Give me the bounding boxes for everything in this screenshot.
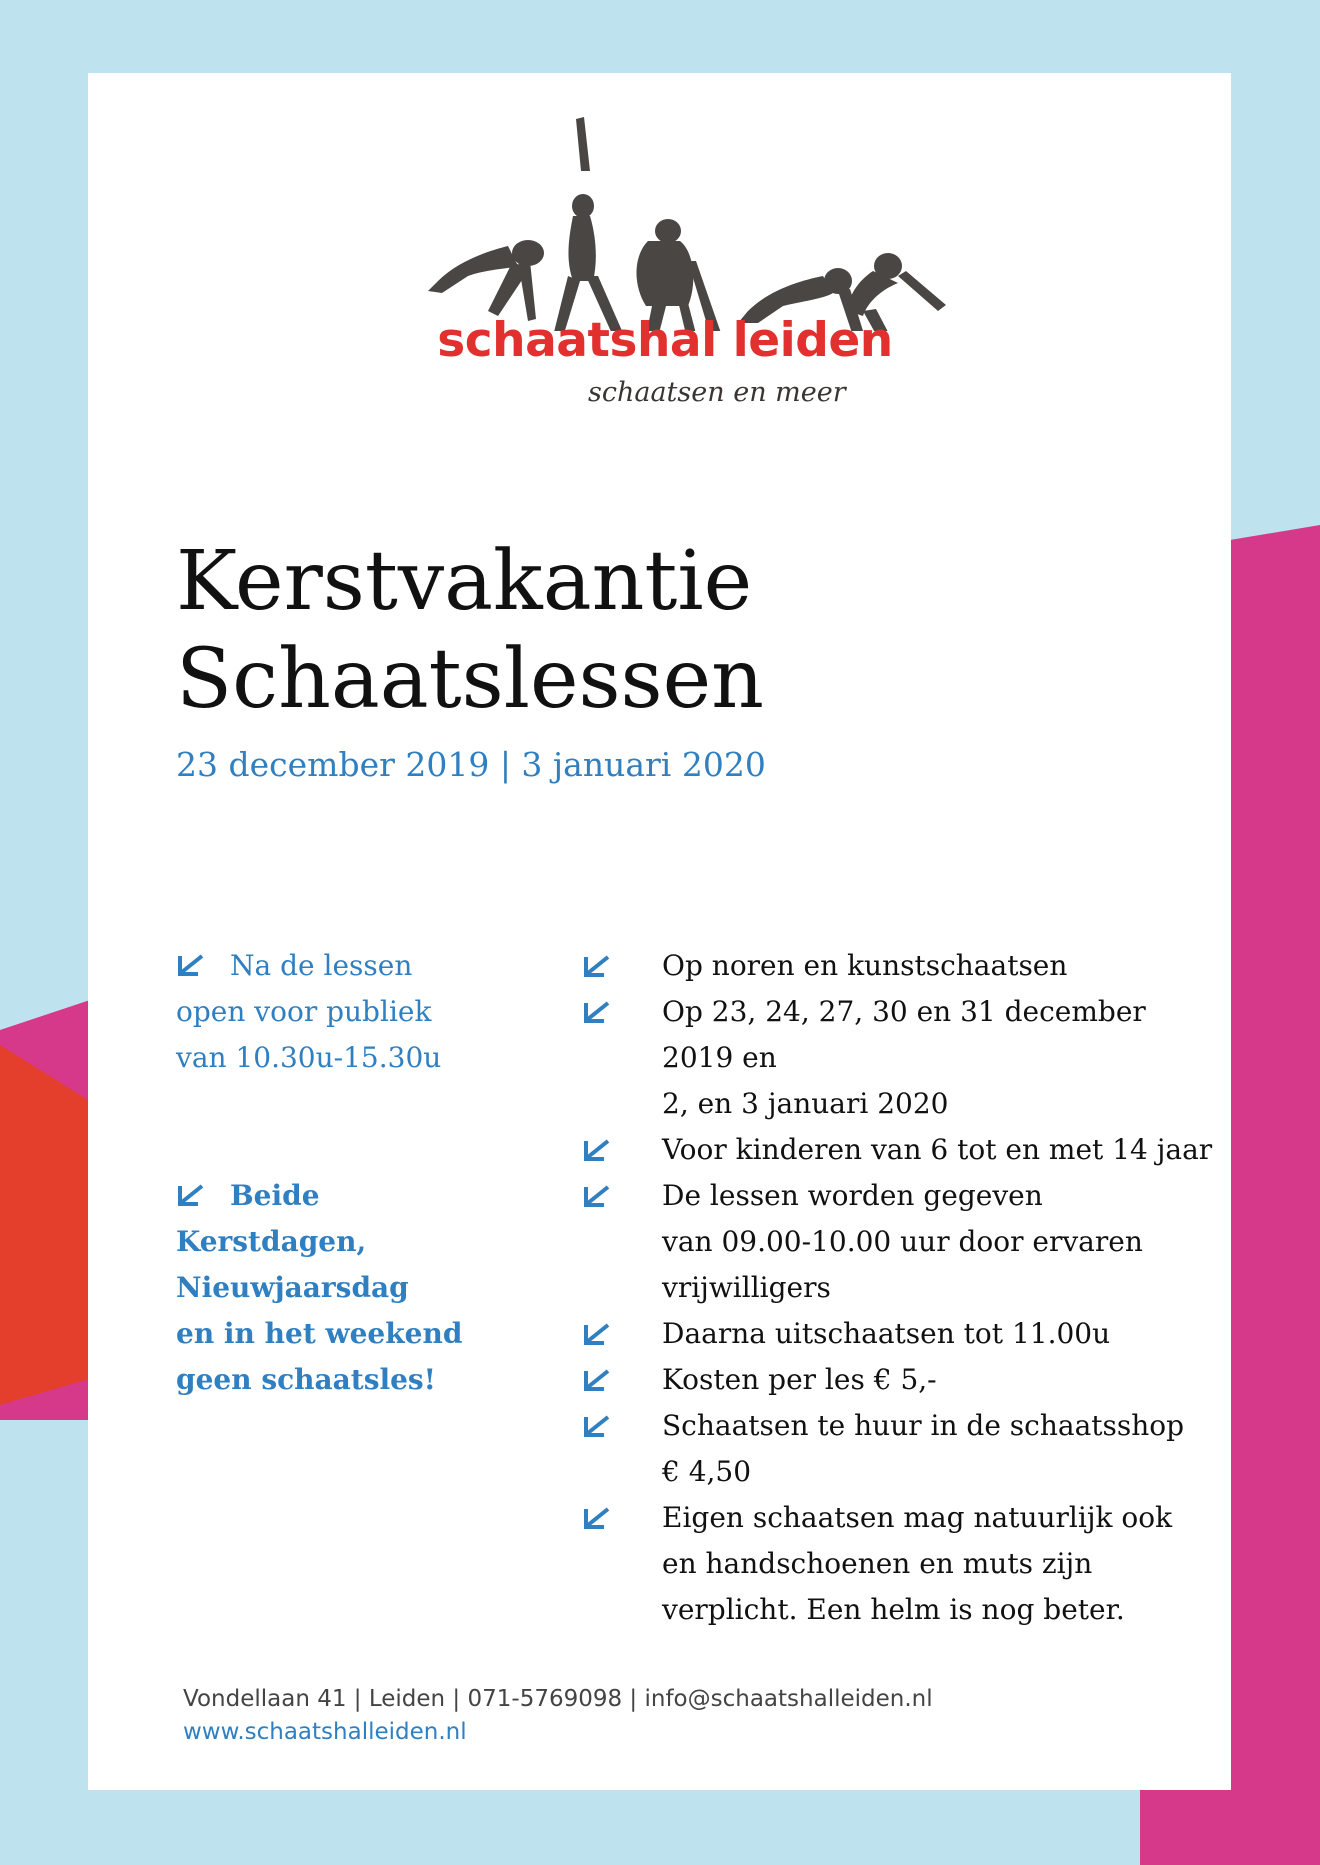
list-item: Schaatsen te huur in de schaatsshop € 4,50 [496,1403,1216,1495]
list-item: De lessen worden gegeven van 09.00-10.00 uur door ervaren vrijwilligers [496,1173,1216,1311]
skaters-silhouette-icon [418,111,978,331]
list-item: Voor kinderen van 6 tot en met 14 jaar [496,1127,1216,1173]
arrow-down-left-icon [582,1183,614,1209]
list-item: Op noren en kunstschaatsen [496,943,1216,989]
date-range: 23 december 2019 | 3 januari 2020 [176,745,766,784]
page-title [176,533,764,729]
title-line-2: Schaatslessen [176,632,764,727]
arrow-down-left-icon [582,1137,614,1163]
arrow-down-left-icon [176,952,208,978]
arrow-down-left-icon [582,1413,614,1439]
arrow-down-left-icon [176,1182,208,1208]
brand-tagline: schaatsen en meer [588,377,846,408]
logo [88,73,1231,433]
arrow-down-left-icon [582,1367,614,1393]
arrow-down-left-icon [582,953,614,979]
note-no-lessons: Beide Kerstdagen, Nieuwjaarsdag en in het weekend geen schaatsles! [176,1179,463,1396]
footer [183,1683,933,1749]
details-list [496,943,1216,1633]
footer-address: Vondellaan 41 | Leiden | 071-5769098 | info@schaatshalleiden.nl [183,1686,933,1712]
list-item: Kosten per les € 5,- [496,1357,1216,1403]
list-item: Eigen schaatsen mag natuurlijk ook en handschoenen en muts zijn verplicht. Een helm is nog beter. [496,1495,1216,1633]
note-open-public: Na de lessen open voor publiek van 10.30u-15.30u [176,949,442,1074]
side-notes [176,943,466,1403]
arrow-down-left-icon [582,999,614,1025]
arrow-down-left-icon [582,1321,614,1347]
flyer-card [88,73,1231,1790]
title-line-1: Kerstvakantie [176,534,753,629]
brand-name: schaatshal leiden [437,313,893,368]
list-item: Daarna uitschaatsen tot 11.00u [496,1311,1216,1357]
arrow-down-left-icon [582,1505,614,1531]
list-item: Op 23, 24, 27, 30 en 31 december 2019 en 2, en 3 januari 2020 [496,989,1216,1127]
footer-website-link[interactable]: www.schaatshalleiden.nl [183,1719,467,1745]
